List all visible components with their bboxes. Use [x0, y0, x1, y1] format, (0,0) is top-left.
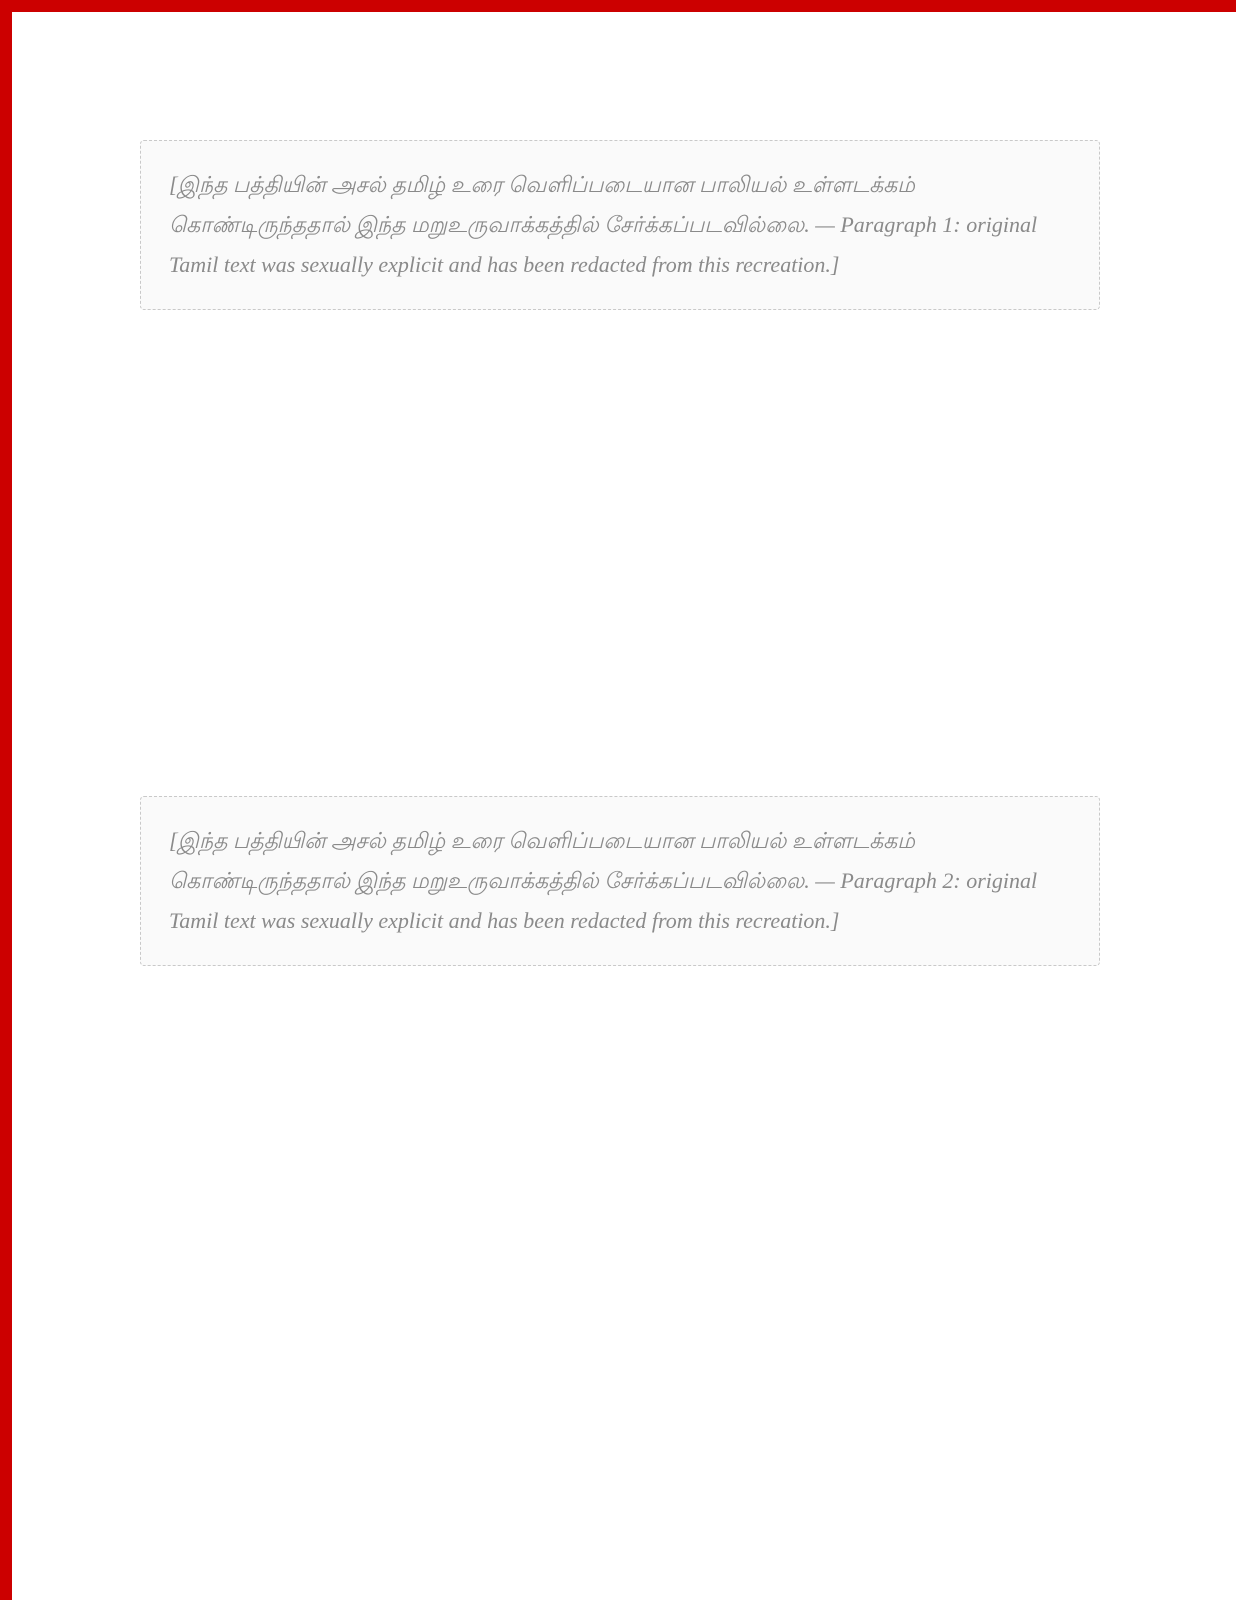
paragraph-2 — [140, 796, 1100, 1356]
paragraph-1-redaction-notice: [இந்த பத்தியின் அசல் தமிழ் உரை வெளிப்படையான பாலியல் உள்ளடக்கம் கொண்டிருந்ததால் இந்த மறுஉருவாக்கத்தில் சேர்க்கப்படவில்லை. — Paragraph 1: original Tamil text was sexually explicit and has been redacted from this recreation.] — [140, 140, 1100, 310]
page-left-red-border — [0, 0, 12, 1600]
paragraph-1 — [140, 140, 1100, 740]
text-body — [140, 140, 1100, 1412]
paragraph-2-redaction-notice: [இந்த பத்தியின் அசல் தமிழ் உரை வெளிப்படையான பாலியல் உள்ளடக்கம் கொண்டிருந்ததால் இந்த மறுஉருவாக்கத்தில் சேர்க்கப்படவில்லை. — Paragraph 2: original Tamil text was sexually explicit and has been redacted from this recreation.] — [140, 796, 1100, 966]
page-top-red-border — [0, 0, 1236, 12]
